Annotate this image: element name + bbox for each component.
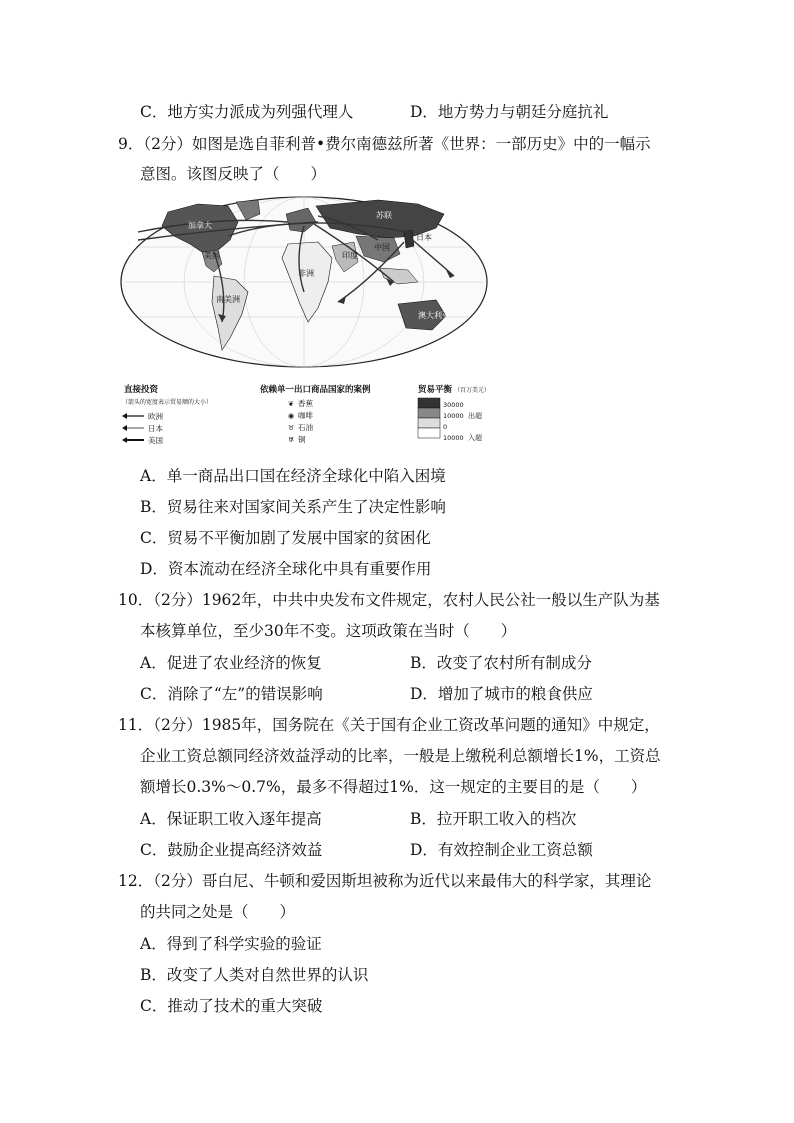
legend1-japan: 日本: [148, 424, 163, 433]
label-japan: 日本: [416, 233, 432, 242]
q11-stem-line2: 企业工资总额同经济效益浮动的比率，一般是上缴税利总额增长1%，工资总: [140, 747, 661, 765]
q11-option-c: C．鼓励企业提高经济效益: [140, 841, 323, 859]
legend2-banana-icon: ❦: [288, 400, 294, 408]
legend2-oil-icon: ♉: [288, 424, 295, 432]
label-china: 中国: [374, 243, 390, 252]
label-australia: 澳大利亚: [418, 311, 450, 320]
legend1-title: 直接投资: [124, 385, 159, 395]
q10-option-b: B．改变了农村所有制成分: [410, 654, 592, 672]
legend3-deficit: 入超: [468, 434, 482, 442]
q12-option-b: B．改变了人类对自然世界的认识: [140, 966, 369, 984]
legend3-value-2: 10000: [443, 412, 464, 420]
q9-option-a: A．单一商品出口国在经济全球化中陷入困境: [140, 467, 446, 485]
legend2-title: 依赖单一出口商品国家的案例: [260, 385, 371, 395]
q10-stem-line1: 10．（2分）1962年，中共中央发布文件规定，农村人民公社一般以生产队为基: [118, 591, 660, 609]
q10-option-c: C．消除了“左”的错误影响: [140, 685, 323, 703]
q10-option-d: D．增加了城市的粮食供应: [410, 685, 593, 703]
world-trade-map: [118, 192, 490, 456]
label-soviet: 苏联: [376, 211, 392, 220]
legend1-europe: 欧洲: [148, 412, 163, 421]
q12-option-c: C．推动了技术的重大突破: [140, 997, 323, 1015]
label-south-america: 南美洲: [216, 295, 240, 304]
q9-stem-line1: 9．（2分）如图是选自菲利普•费尔南德兹所著《世界：一部历史》中的一幅示: [118, 135, 651, 153]
q8-option-d: D．地方势力与朝廷分庭抗礼: [410, 103, 609, 121]
legend2-banana: 香蕉: [298, 399, 313, 408]
legend3-unit: （百万美元）: [454, 387, 490, 394]
q12-stem-line1: 12．（2分）哥白尼、牛顿和爱因斯坦被称为近代以来最伟大的科学家，其理论: [118, 872, 652, 890]
q12-option-a: A．得到了科学实验的验证: [140, 935, 322, 953]
legend1-usa: 美国: [148, 436, 163, 445]
q9-option-c: C．贸易不平衡加剧了发展中国家的贫困化: [140, 529, 431, 547]
q8-option-c: C．地方实力派成为列强代理人: [140, 103, 354, 121]
q11-option-b: B．拉开职工收入的档次: [410, 810, 577, 828]
q12-stem-line2: 的共同之处是（ ）: [140, 903, 296, 921]
q9-option-d: D．资本流动在经济全球化中具有重要作用: [140, 560, 432, 578]
legend3-surplus: 出超: [468, 412, 482, 420]
q11-stem-line3: 额增长0.3%～0.7%，最多不得超过1%．这一规定的主要目的是（ ）: [140, 778, 647, 796]
q11-option-a: A．保证职工收入逐年提高: [140, 810, 322, 828]
legend1-note: （箭头的宽度表示贸易额的大小）: [122, 399, 213, 406]
legend2-coffee: 咖啡: [298, 411, 313, 420]
legend3-value-1: 30000: [443, 401, 464, 409]
legend2-copper: 铜: [298, 435, 306, 444]
q9-option-b: B．贸易往来对国家间关系产生了决定性影响: [140, 498, 446, 516]
legend2-coffee-icon: ◉: [288, 412, 295, 420]
q10-option-a: A．促进了农业经济的恢复: [140, 654, 322, 672]
label-africa: 非洲: [298, 269, 314, 278]
label-canada: 加拿大: [188, 221, 212, 230]
label-usa: 美国: [204, 251, 220, 260]
q9-stem-line2: 意图。该图反映了（ ）: [140, 165, 327, 183]
label-india: 印度: [342, 251, 358, 260]
q10-stem-line2: 本核算单位，至少30年不变。这项政策在当时（ ）: [140, 622, 517, 640]
legend2-oil: 石油: [298, 423, 313, 432]
legend3-value-3: 0: [443, 423, 448, 431]
q11-option-d: D．有效控制企业工资总额: [410, 841, 593, 859]
legend3-value-4: 10000: [443, 434, 464, 442]
legend2-copper-icon: ♅: [288, 436, 295, 444]
q11-stem-line1: 11．（2分）1985年，国务院在《关于国有企业工资改革问题的通知》中规定，: [118, 716, 660, 734]
legend3-title: 贸易平衡: [418, 385, 453, 395]
